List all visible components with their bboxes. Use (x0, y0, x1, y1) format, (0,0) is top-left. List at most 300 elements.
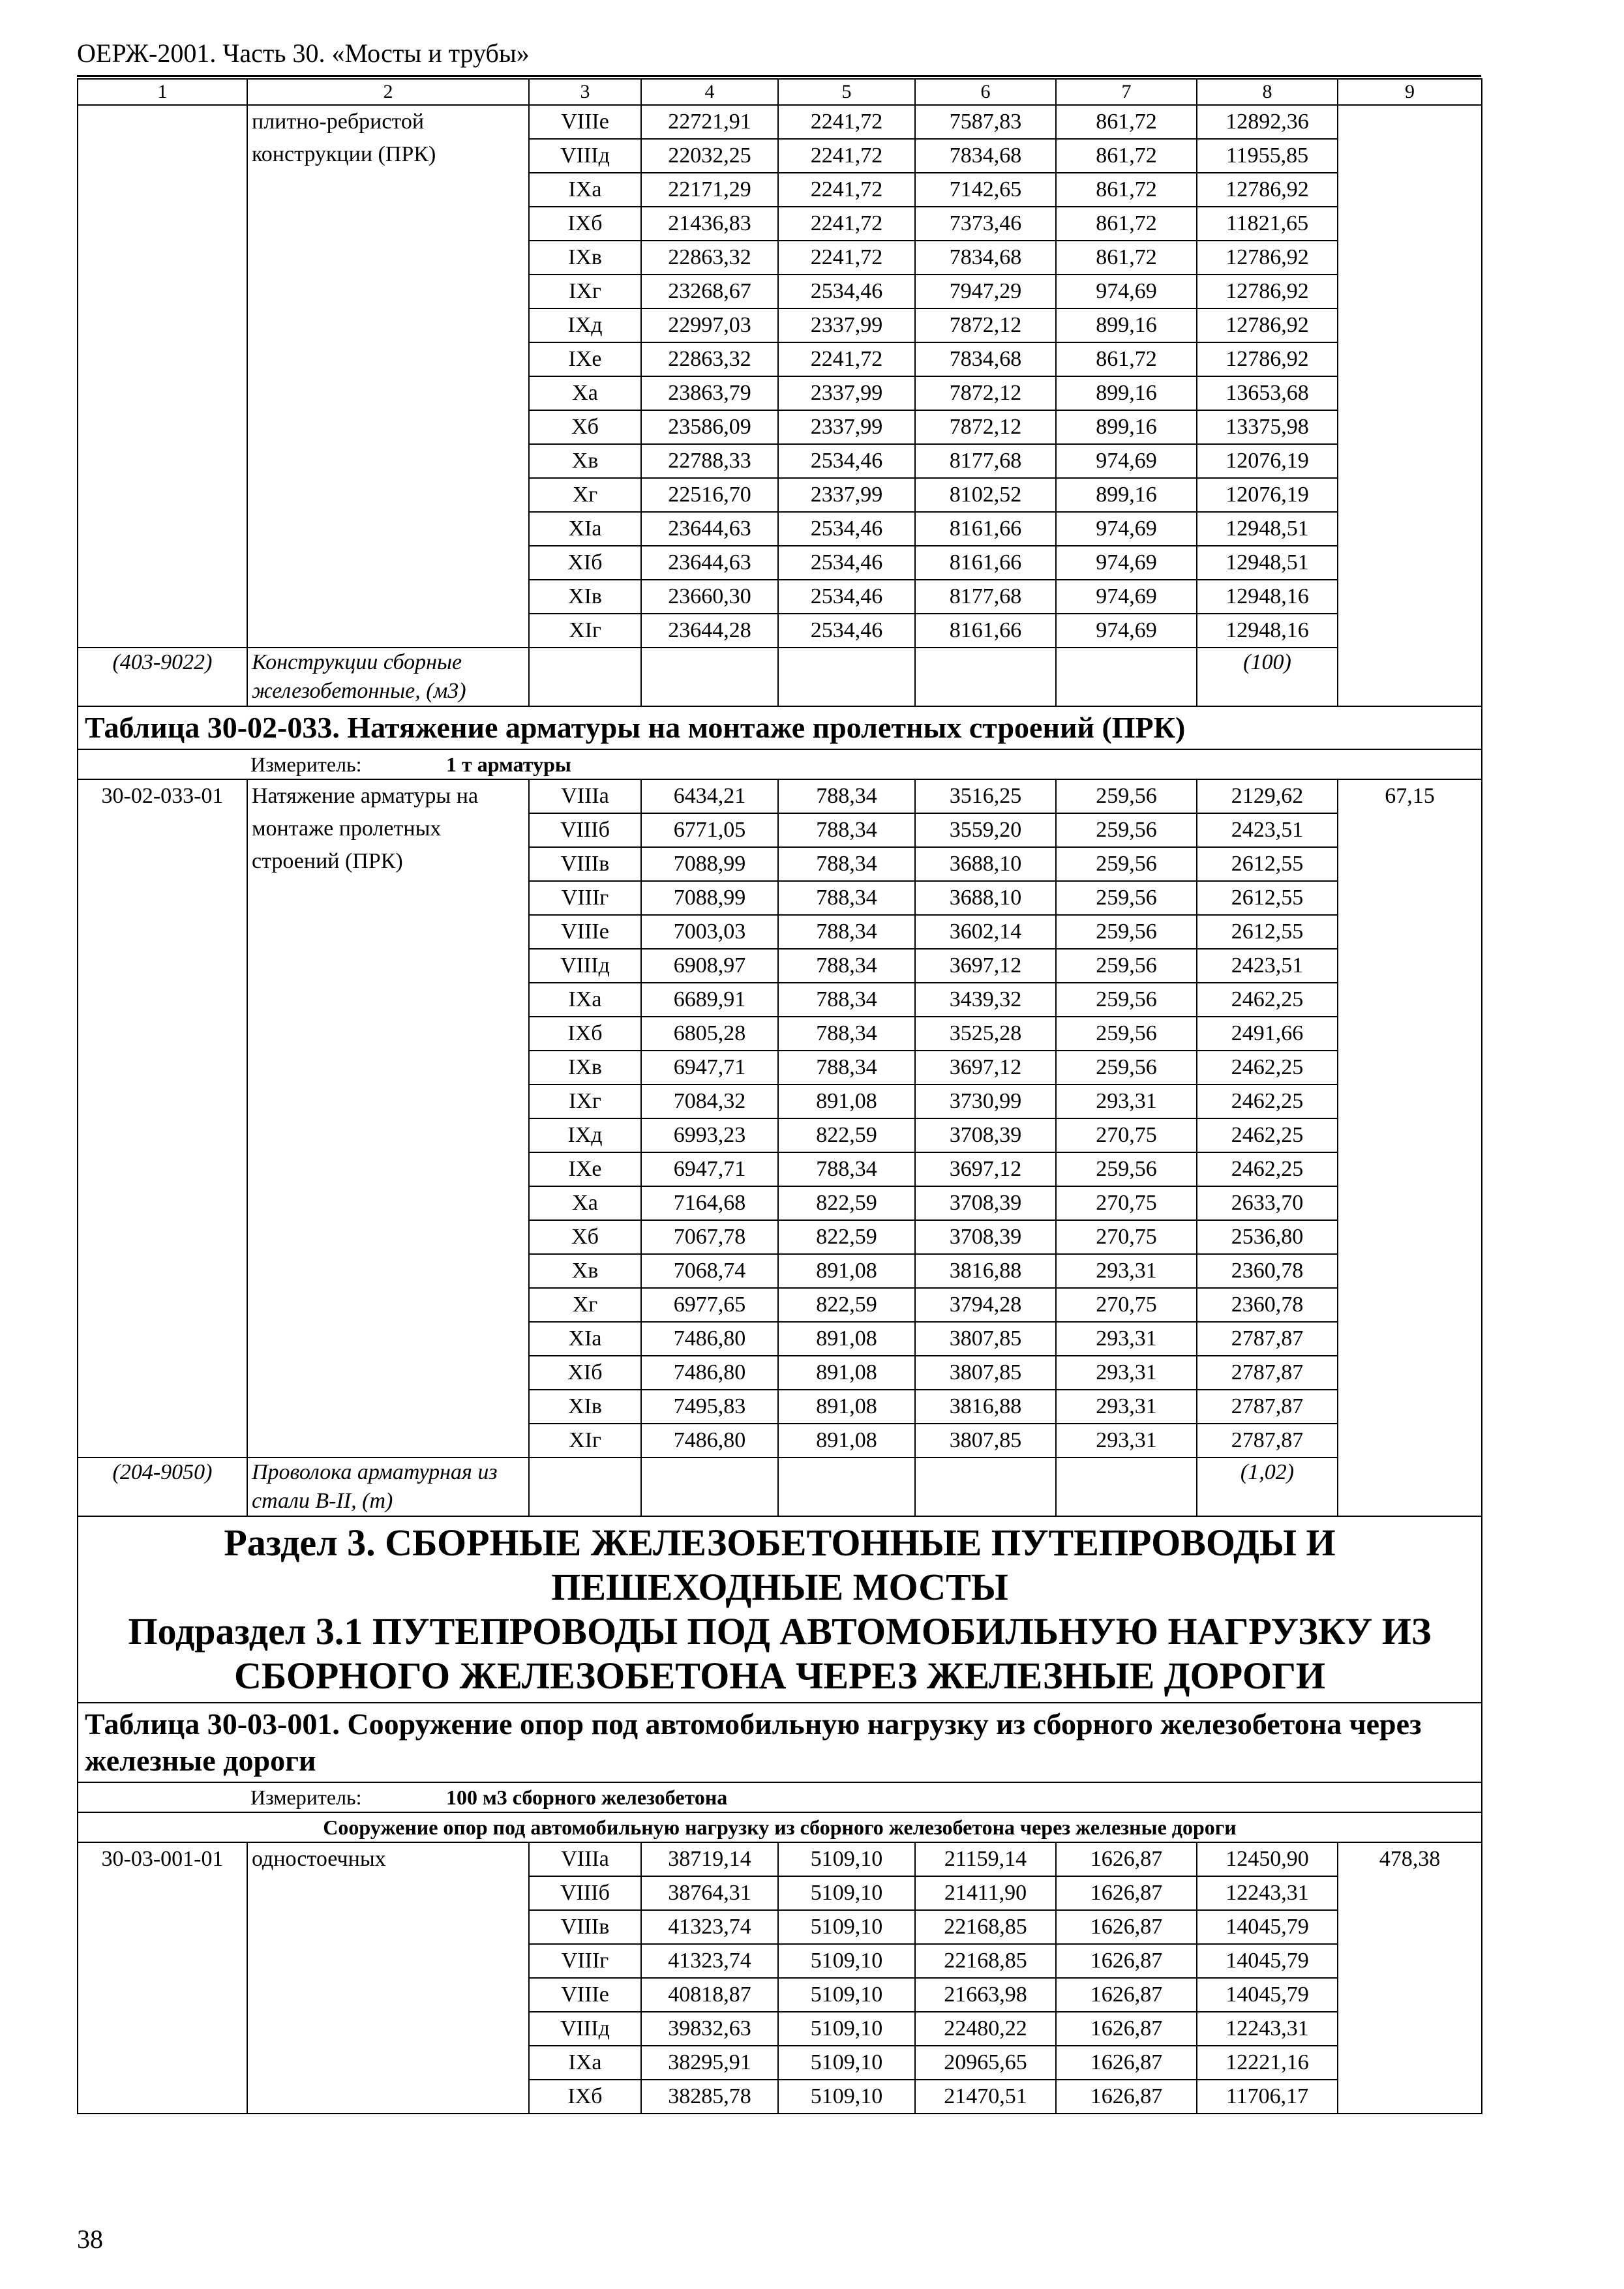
price-value: 3730,99 (915, 1085, 1056, 1118)
price-value: 259,56 (1056, 1152, 1197, 1186)
price-value: 22788,33 (641, 444, 778, 478)
zone-code: IXд (529, 308, 641, 342)
price-value: 6805,28 (641, 1017, 778, 1051)
meter-cell (78, 749, 1482, 779)
price-value: 12076,19 (1197, 444, 1338, 478)
price-value: 899,16 (1056, 410, 1197, 444)
zone-code: Xв (529, 444, 641, 478)
price-value: 259,56 (1056, 983, 1197, 1017)
price-value: 974,69 (1056, 444, 1197, 478)
price-value: 788,34 (778, 1051, 915, 1085)
price-value: 861,72 (1056, 342, 1197, 376)
zone-code: VIIIг (529, 881, 641, 915)
zone-code: VIIIа (529, 779, 641, 813)
price-value: 2612,55 (1197, 915, 1338, 949)
price-value: 38764,31 (641, 1876, 778, 1910)
column-number: 2 (247, 79, 529, 105)
zone-code: IXе (529, 1152, 641, 1186)
table-title: Таблица 30-03-001. Сооружение опор под автомобильную нагрузку из сборного железобетона через железные дороги (78, 1703, 1482, 1782)
resource-name: Проволока арматурная из стали В-II, (т) (247, 1458, 529, 1516)
price-value: 3708,39 (915, 1220, 1056, 1254)
empty-cell (529, 1458, 641, 1516)
column-number: 1 (78, 79, 247, 105)
price-value: 3525,28 (915, 1017, 1056, 1051)
meter-label: Измеритель: (250, 1786, 362, 1809)
price-value: 22480,22 (915, 2012, 1056, 2046)
price-value: 3439,32 (915, 983, 1056, 1017)
price-value: 38285,78 (641, 2080, 778, 2114)
column-number: 3 (529, 79, 641, 105)
column-number: 7 (1056, 79, 1197, 105)
zone-code: IXг (529, 1085, 641, 1118)
price-value: 23586,09 (641, 410, 778, 444)
price-value: 259,56 (1056, 779, 1197, 813)
price-value: 259,56 (1056, 881, 1197, 915)
price-value: 8161,66 (915, 614, 1056, 648)
price-value: 293,31 (1056, 1085, 1197, 1118)
rate-code: 30-03-001-01 (78, 1842, 247, 2114)
price-value: 974,69 (1056, 275, 1197, 308)
price-value: 2337,99 (778, 376, 915, 410)
price-value: 21159,14 (915, 1842, 1056, 1876)
price-row (78, 779, 1482, 813)
zone-code: IXв (529, 241, 641, 275)
price-value: 2462,25 (1197, 1051, 1338, 1085)
price-value: 41323,74 (641, 1910, 778, 1944)
price-value: 259,56 (1056, 813, 1197, 847)
zone-code: XIв (529, 580, 641, 614)
price-value: 974,69 (1056, 614, 1197, 648)
price-value: 7142,65 (915, 173, 1056, 207)
price-value: 259,56 (1056, 847, 1197, 881)
zone-code: IXа (529, 2046, 641, 2080)
price-value: 2633,70 (1197, 1186, 1338, 1220)
zone-code: IXа (529, 983, 641, 1017)
empty-cell (778, 648, 915, 706)
zone-code: IXд (529, 1118, 641, 1152)
price-value: 788,34 (778, 779, 915, 813)
price-value: 2462,25 (1197, 1152, 1338, 1186)
price-value: 7068,74 (641, 1254, 778, 1288)
price-value: 40818,87 (641, 1978, 778, 2012)
zone-code: XIв (529, 1390, 641, 1424)
price-value: 2337,99 (778, 308, 915, 342)
price-value: 891,08 (778, 1254, 915, 1288)
subsection-line: Подраздел 3.1 ПУТЕПРОВОДЫ ПОД АВТОМОБИЛЬНУЮ НАГРУЗКУ ИЗ (128, 1610, 1432, 1653)
zone-code: Xа (529, 1186, 641, 1220)
price-value: 3697,12 (915, 949, 1056, 983)
price-value: 891,08 (778, 1085, 915, 1118)
resource-name: Конструкции сборные железобетонные, (м3) (247, 648, 529, 706)
zone-code: XIг (529, 614, 641, 648)
price-value: 5109,10 (778, 2046, 915, 2080)
price-value: 12786,92 (1197, 173, 1338, 207)
price-value: 11706,17 (1197, 2080, 1338, 2114)
price-value: 23644,63 (641, 546, 778, 580)
price-value: 7373,46 (915, 207, 1056, 241)
price-value: 2536,80 (1197, 1220, 1338, 1254)
zone-code: VIIIд (529, 2012, 641, 2046)
price-value: 2337,99 (778, 478, 915, 512)
price-value: 788,34 (778, 983, 915, 1017)
price-value: 6993,23 (641, 1118, 778, 1152)
zone-code: Xб (529, 1220, 641, 1254)
labor-value (1338, 105, 1482, 706)
price-value: 2787,87 (1197, 1356, 1338, 1390)
price-value: 2534,46 (778, 580, 915, 614)
price-value: 12948,16 (1197, 580, 1338, 614)
empty-cell (529, 648, 641, 706)
table-title-row (78, 1703, 1482, 1782)
price-value: 2462,25 (1197, 983, 1338, 1017)
price-value: 7164,68 (641, 1186, 778, 1220)
price-value: 8161,66 (915, 512, 1056, 546)
price-value: 899,16 (1056, 478, 1197, 512)
price-value: 788,34 (778, 949, 915, 983)
price-value: 2491,66 (1197, 1017, 1338, 1051)
zone-code: IXб (529, 2080, 641, 2114)
price-value: 861,72 (1056, 207, 1197, 241)
price-value: 2360,78 (1197, 1288, 1338, 1322)
price-value: 3816,88 (915, 1390, 1056, 1424)
price-value: 788,34 (778, 915, 915, 949)
price-value: 20965,65 (915, 2046, 1056, 2080)
empty-cell (1056, 1458, 1197, 1516)
price-value: 22032,25 (641, 139, 778, 173)
price-value: 7088,99 (641, 881, 778, 915)
price-value: 23644,28 (641, 614, 778, 648)
price-value: 1626,87 (1056, 1944, 1197, 1978)
price-value: 788,34 (778, 1152, 915, 1186)
price-value: 293,31 (1056, 1356, 1197, 1390)
price-row (78, 105, 1482, 139)
price-value: 11821,65 (1197, 207, 1338, 241)
empty-cell (1056, 648, 1197, 706)
zone-code: IXа (529, 173, 641, 207)
price-value: 5109,10 (778, 1876, 915, 1910)
empty-cell (915, 648, 1056, 706)
price-value: 1626,87 (1056, 2012, 1197, 2046)
price-value: 2534,46 (778, 512, 915, 546)
price-value: 891,08 (778, 1322, 915, 1356)
price-value: 891,08 (778, 1356, 915, 1390)
price-value: 2534,46 (778, 444, 915, 478)
price-value: 1626,87 (1056, 1842, 1197, 1876)
price-value: 3708,39 (915, 1118, 1056, 1152)
price-value: 3807,85 (915, 1322, 1056, 1356)
zone-code: XIа (529, 1322, 641, 1356)
price-value: 2241,72 (778, 342, 915, 376)
price-value: 13653,68 (1197, 376, 1338, 410)
subtitle-row (78, 1812, 1482, 1842)
price-value: 13375,98 (1197, 410, 1338, 444)
price-value: 22721,91 (641, 105, 778, 139)
zone-code: VIIIб (529, 813, 641, 847)
price-value: 974,69 (1056, 546, 1197, 580)
price-value: 12786,92 (1197, 308, 1338, 342)
rates-table (77, 78, 1482, 2114)
price-value: 2534,46 (778, 546, 915, 580)
price-value: 259,56 (1056, 949, 1197, 983)
empty-cell (915, 1458, 1056, 1516)
price-value: 822,59 (778, 1186, 915, 1220)
zone-code: XIб (529, 1356, 641, 1390)
zone-code: VIIIе (529, 105, 641, 139)
price-value: 14045,79 (1197, 1944, 1338, 1978)
price-value: 293,31 (1056, 1390, 1197, 1424)
price-value: 2787,87 (1197, 1390, 1338, 1424)
price-value: 2241,72 (778, 139, 915, 173)
page-number: 38 (77, 2224, 103, 2254)
price-value: 5109,10 (778, 1842, 915, 1876)
labor-value: 478,38 (1338, 1842, 1482, 2114)
zone-code: IXб (529, 207, 641, 241)
price-value: 899,16 (1056, 308, 1197, 342)
header-rule (77, 75, 1481, 77)
zone-code: VIIIг (529, 1944, 641, 1978)
zone-code: VIIIв (529, 1910, 641, 1944)
price-value: 259,56 (1056, 1017, 1197, 1051)
zone-code: VIIIе (529, 915, 641, 949)
price-value: 293,31 (1056, 1424, 1197, 1458)
rate-code (78, 105, 247, 648)
rate-name: плитно-ребристой конструкции (ПРК) (247, 105, 529, 648)
price-value: 11955,85 (1197, 139, 1338, 173)
section-line: Раздел 3. СБОРНЫЕ ЖЕЛЕЗОБЕТОННЫЕ ПУТЕПРОВОДЫ И (224, 1521, 1336, 1564)
price-value: 21411,90 (915, 1876, 1056, 1910)
price-value: 861,72 (1056, 139, 1197, 173)
price-value: 5109,10 (778, 2012, 915, 2046)
price-value: 12892,36 (1197, 105, 1338, 139)
price-value: 891,08 (778, 1424, 915, 1458)
section-row (78, 1516, 1482, 1703)
price-value: 2534,46 (778, 614, 915, 648)
price-value: 861,72 (1056, 241, 1197, 275)
price-value: 7834,68 (915, 139, 1056, 173)
price-value: 2534,46 (778, 275, 915, 308)
price-value: 7486,80 (641, 1424, 778, 1458)
price-value: 2241,72 (778, 173, 915, 207)
price-value: 2612,55 (1197, 847, 1338, 881)
zone-code: Xа (529, 376, 641, 410)
price-value: 21470,51 (915, 2080, 1056, 2114)
meter-value: 1 т арматуры (446, 753, 571, 776)
price-value: 5109,10 (778, 1944, 915, 1978)
price-value: 899,16 (1056, 376, 1197, 410)
price-value: 41323,74 (641, 1944, 778, 1978)
price-value: 822,59 (778, 1118, 915, 1152)
price-value: 2787,87 (1197, 1424, 1338, 1458)
price-value: 5109,10 (778, 1910, 915, 1944)
price-value: 2241,72 (778, 105, 915, 139)
price-value: 2129,62 (1197, 779, 1338, 813)
price-value: 12948,51 (1197, 546, 1338, 580)
price-value: 788,34 (778, 847, 915, 881)
price-value: 22168,85 (915, 1944, 1056, 1978)
price-value: 12450,90 (1197, 1842, 1338, 1876)
zone-code: IXе (529, 342, 641, 376)
price-value: 12221,16 (1197, 2046, 1338, 2080)
empty-cell (778, 1458, 915, 1516)
price-value: 5109,10 (778, 1978, 915, 2012)
resource-code: (403-9022) (78, 648, 247, 706)
rate-name: Натяжение арматуры на монтаже пролетных строений (ПРК) (247, 779, 529, 1458)
price-value: 2241,72 (778, 207, 915, 241)
table-subtitle: Сооружение опор под автомобильную нагрузку из сборного железобетона через железные дороги (78, 1812, 1482, 1842)
price-value: 259,56 (1056, 1051, 1197, 1085)
price-value: 5109,10 (778, 2080, 915, 2114)
price-value: 259,56 (1056, 915, 1197, 949)
meter-value: 100 м3 сборного железобетона (446, 1786, 728, 1809)
price-value: 3688,10 (915, 847, 1056, 881)
resource-quantity: (1,02) (1197, 1458, 1338, 1516)
price-value: 22171,29 (641, 173, 778, 207)
price-value: 7834,68 (915, 342, 1056, 376)
zone-code: Xб (529, 410, 641, 444)
zone-code: VIIIв (529, 847, 641, 881)
price-value: 1626,87 (1056, 2046, 1197, 2080)
resource-row (78, 1458, 1482, 1516)
zone-code: Xг (529, 1288, 641, 1322)
price-value: 7003,03 (641, 915, 778, 949)
price-value: 7834,68 (915, 241, 1056, 275)
meter-row (78, 1782, 1482, 1812)
price-value: 1626,87 (1056, 1978, 1197, 2012)
subsection-line: СБОРНОГО ЖЕЛЕЗОБЕТОНА ЧЕРЕЗ ЖЕЛЕЗНЫЕ ДОРОГИ (233, 1654, 1326, 1697)
table-title-row (78, 706, 1482, 749)
price-value: 3708,39 (915, 1186, 1056, 1220)
price-value: 3794,28 (915, 1288, 1056, 1322)
column-number-row (78, 79, 1482, 105)
price-value: 3516,25 (915, 779, 1056, 813)
meter-cell (78, 1782, 1482, 1812)
price-value: 861,72 (1056, 173, 1197, 207)
price-value: 7088,99 (641, 847, 778, 881)
column-number: 5 (778, 79, 915, 105)
price-value: 12786,92 (1197, 342, 1338, 376)
price-value: 6771,05 (641, 813, 778, 847)
price-value: 12948,16 (1197, 614, 1338, 648)
price-value: 12243,31 (1197, 1876, 1338, 1910)
price-value: 39832,63 (641, 2012, 778, 2046)
price-value: 3697,12 (915, 1051, 1056, 1085)
price-value: 8177,68 (915, 580, 1056, 614)
price-value: 3807,85 (915, 1424, 1056, 1458)
price-value: 7872,12 (915, 410, 1056, 444)
price-value: 7587,83 (915, 105, 1056, 139)
zone-code: Xв (529, 1254, 641, 1288)
price-value: 8161,66 (915, 546, 1056, 580)
zone-code: IXг (529, 275, 641, 308)
price-value: 7947,29 (915, 275, 1056, 308)
price-value: 270,75 (1056, 1186, 1197, 1220)
price-value: 3602,14 (915, 915, 1056, 949)
price-value: 974,69 (1056, 512, 1197, 546)
price-value: 6947,71 (641, 1152, 778, 1186)
price-value: 3816,88 (915, 1254, 1056, 1288)
price-value: 293,31 (1056, 1322, 1197, 1356)
price-value: 12076,19 (1197, 478, 1338, 512)
zone-code: XIг (529, 1424, 641, 1458)
zone-code: IXб (529, 1017, 641, 1051)
price-value: 6908,97 (641, 949, 778, 983)
price-value: 7084,32 (641, 1085, 778, 1118)
empty-cell (641, 648, 778, 706)
price-value: 2612,55 (1197, 881, 1338, 915)
zone-code: VIIIа (529, 1842, 641, 1876)
price-value: 22168,85 (915, 1910, 1056, 1944)
price-value: 2423,51 (1197, 949, 1338, 983)
section-heading (78, 1516, 1482, 1703)
price-value: 822,59 (778, 1288, 915, 1322)
zone-code: VIIIд (529, 949, 641, 983)
labor-value: 67,15 (1338, 779, 1482, 1516)
price-value: 7495,83 (641, 1390, 778, 1424)
price-value: 974,69 (1056, 580, 1197, 614)
column-number: 9 (1338, 79, 1482, 105)
price-value: 6434,21 (641, 779, 778, 813)
column-number: 4 (641, 79, 778, 105)
price-value: 1626,87 (1056, 2080, 1197, 2114)
price-value: 22516,70 (641, 478, 778, 512)
meter-label: Измеритель: (250, 753, 362, 776)
zone-code: IXв (529, 1051, 641, 1085)
page-header: ОЕРЖ-2001. Часть 30. «Мосты и трубы» (77, 38, 530, 68)
zone-code: XIб (529, 546, 641, 580)
price-value: 6977,65 (641, 1288, 778, 1322)
price-value: 270,75 (1056, 1288, 1197, 1322)
price-value: 38295,91 (641, 2046, 778, 2080)
price-value: 12948,51 (1197, 512, 1338, 546)
price-value: 12243,31 (1197, 2012, 1338, 2046)
price-value: 3688,10 (915, 881, 1056, 915)
price-value: 21436,83 (641, 207, 778, 241)
price-value: 7872,12 (915, 376, 1056, 410)
price-value: 7486,80 (641, 1322, 778, 1356)
column-number: 8 (1197, 79, 1338, 105)
price-value: 23863,79 (641, 376, 778, 410)
price-value: 270,75 (1056, 1220, 1197, 1254)
price-value: 2462,25 (1197, 1085, 1338, 1118)
price-value: 788,34 (778, 813, 915, 847)
price-value: 12786,92 (1197, 241, 1338, 275)
rate-name: одностоечных (247, 1842, 529, 2114)
price-value: 7872,12 (915, 308, 1056, 342)
table-title: Таблица 30-02-033. Натяжение арматуры на монтаже пролетных строений (ПРК) (78, 706, 1482, 749)
price-value: 788,34 (778, 1017, 915, 1051)
price-value: 14045,79 (1197, 1978, 1338, 2012)
price-value: 822,59 (778, 1220, 915, 1254)
meter-row (78, 749, 1482, 779)
zone-code: VIIIе (529, 1978, 641, 2012)
zone-code: VIIIд (529, 139, 641, 173)
price-value: 8102,52 (915, 478, 1056, 512)
price-value: 22997,03 (641, 308, 778, 342)
price-value: 23660,30 (641, 580, 778, 614)
price-value: 1626,87 (1056, 1910, 1197, 1944)
price-row (78, 1842, 1482, 1876)
price-value: 270,75 (1056, 1118, 1197, 1152)
price-value: 3559,20 (915, 813, 1056, 847)
price-value: 22863,32 (641, 342, 778, 376)
price-value: 2423,51 (1197, 813, 1338, 847)
price-value: 22863,32 (641, 241, 778, 275)
price-value: 2360,78 (1197, 1254, 1338, 1288)
price-value: 23268,67 (641, 275, 778, 308)
price-value: 2337,99 (778, 410, 915, 444)
empty-cell (641, 1458, 778, 1516)
price-value: 6689,91 (641, 983, 778, 1017)
